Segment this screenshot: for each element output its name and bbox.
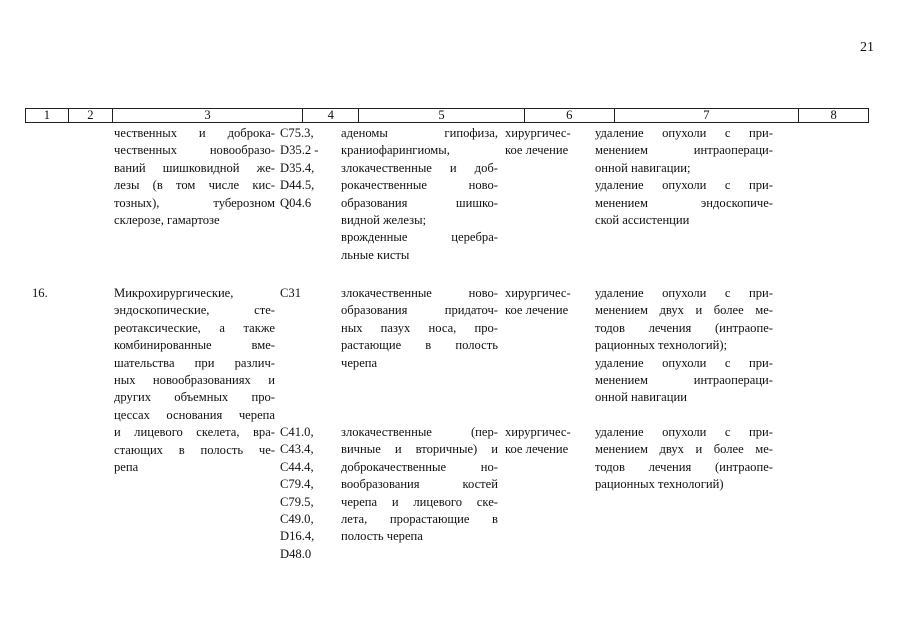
text-line: удаление опухоли с при- bbox=[595, 286, 773, 300]
text-line: растающие в полость bbox=[341, 338, 498, 353]
text-line: врожденные церебра- bbox=[341, 230, 498, 245]
text-line: доброкачественные но- bbox=[341, 459, 498, 474]
row16-col3 bbox=[114, 285, 275, 476]
row16a-col5 bbox=[341, 285, 498, 372]
code-line: C79.4, bbox=[280, 477, 314, 492]
text-line: тодов лечения (интраопе- bbox=[595, 459, 773, 474]
text-line: стающих в полость че- bbox=[114, 442, 275, 457]
text-line: менением интраопераци- bbox=[595, 143, 773, 158]
text-line: рокачественные ново- bbox=[341, 178, 498, 193]
row16a-col4 bbox=[280, 285, 335, 302]
row16b-col5 bbox=[341, 424, 498, 546]
text-line: рационных технологий); bbox=[595, 338, 728, 353]
text-line: кое лечение bbox=[505, 303, 569, 318]
text-line: кое лечение bbox=[505, 143, 569, 158]
text-line: ской ассистенции bbox=[595, 213, 690, 228]
code-line: C43.4, bbox=[280, 442, 314, 457]
text-line: удаление опухоли с при- bbox=[595, 126, 773, 140]
code-line: D48.0 bbox=[280, 546, 312, 561]
text-line: рационных технологий) bbox=[595, 477, 724, 492]
cont-col6 bbox=[505, 125, 593, 160]
code-line: C31 bbox=[280, 286, 301, 300]
text-line: лета, прорастающие в bbox=[341, 512, 498, 527]
text-line: черепа bbox=[341, 355, 378, 370]
text-line: видной железы; bbox=[341, 213, 427, 228]
header-cell: 2 bbox=[69, 109, 113, 122]
text-line: удаление опухоли с при- bbox=[595, 425, 773, 439]
text-line: онной навигации; bbox=[595, 160, 691, 175]
text-line: хирургичес- bbox=[505, 126, 571, 140]
text-line: менением двух и более ме- bbox=[595, 303, 773, 318]
text-line: хирургичес- bbox=[505, 425, 571, 439]
header-cell: 4 bbox=[303, 109, 359, 122]
text-line: образования шишко- bbox=[341, 195, 498, 210]
text-line: комбинированные вме- bbox=[114, 338, 275, 353]
code-line: D16.4, bbox=[280, 529, 315, 544]
text-line: хирургичес- bbox=[505, 286, 571, 300]
text-line: реотаксические, а также bbox=[114, 320, 275, 335]
text-line: злокачественные и доб- bbox=[341, 160, 498, 175]
text-line: полость черепа bbox=[341, 529, 423, 544]
text-line: вообразования костей bbox=[341, 477, 498, 492]
text-line: тозных), туберозном bbox=[114, 195, 275, 210]
header-cell: 6 bbox=[525, 109, 615, 122]
text-line: краниофарингиомы, bbox=[341, 143, 450, 158]
text-line: черепа и лицевого ске- bbox=[341, 494, 498, 509]
text-line: тодов лечения (интраопе- bbox=[595, 320, 773, 335]
text-line: склерозе, гамартозе bbox=[114, 213, 220, 228]
text-line: удаление опухоли с при- bbox=[595, 355, 773, 370]
code-line: Q04.6 bbox=[280, 195, 312, 210]
text-line: образования придаточ- bbox=[341, 303, 498, 318]
row16b-col4 bbox=[280, 424, 335, 563]
row16b-col7 bbox=[595, 424, 773, 494]
text-line: онной навигации bbox=[595, 390, 687, 405]
text-line: других объемных про- bbox=[114, 390, 275, 405]
text-line: шательства при различ- bbox=[114, 355, 275, 370]
code-line: C75.3, bbox=[280, 126, 314, 140]
text-line: лезы (в том числе кис- bbox=[114, 178, 275, 193]
text-line: менением интраопераци- bbox=[595, 373, 773, 388]
text-line: ваний шишковидной же- bbox=[114, 160, 275, 175]
code-line: D35.2 - bbox=[280, 143, 319, 158]
row16a-col6 bbox=[505, 285, 593, 320]
cont-col4 bbox=[280, 125, 335, 212]
text-line: ных пазух носа, про- bbox=[341, 320, 498, 335]
text-line: злокачественные (пер- bbox=[341, 425, 498, 439]
text-line: менением двух и более ме- bbox=[595, 442, 773, 457]
text-line: вичные и вторичные) и bbox=[341, 442, 498, 457]
text-line: злокачественные ново- bbox=[341, 286, 498, 300]
code-line: D44.5, bbox=[280, 178, 315, 193]
row-number: 16. bbox=[32, 286, 48, 300]
row16b-col6 bbox=[505, 424, 593, 459]
code-line: C41.0, bbox=[280, 425, 314, 439]
header-cell: 8 bbox=[830, 108, 837, 122]
code-line: C79.5, bbox=[280, 494, 314, 509]
cont-col5 bbox=[341, 125, 498, 264]
text-line: льные кисты bbox=[341, 247, 410, 262]
header-cell: 7 bbox=[615, 109, 800, 122]
header-cell: 3 bbox=[113, 109, 304, 122]
text-line: кое лечение bbox=[505, 442, 569, 457]
text-line: чественных новообразо- bbox=[114, 143, 275, 158]
text-line: удаление опухоли с при- bbox=[595, 178, 773, 193]
text-line: ных новообразованиях и bbox=[114, 373, 275, 388]
code-line: C44.4, bbox=[280, 459, 314, 474]
code-line: C49.0, bbox=[280, 512, 314, 527]
text-line: Микрохирургические, bbox=[114, 286, 234, 300]
row16a-col7 bbox=[595, 285, 773, 407]
table-header-row bbox=[25, 108, 869, 123]
header-cell: 5 bbox=[359, 109, 525, 122]
code-line: D35.4, bbox=[280, 160, 315, 175]
text-line: репа bbox=[114, 460, 139, 475]
header-cell: 1 bbox=[26, 109, 69, 122]
text-line: аденомы гипофиза, bbox=[341, 126, 498, 140]
cont-col3 bbox=[114, 125, 275, 229]
text-line: чественных и доброка- bbox=[114, 126, 275, 140]
text-line: цессах основания черепа bbox=[114, 407, 275, 422]
cont-col7 bbox=[595, 125, 773, 229]
text-line: и лицевого скелета, вра- bbox=[114, 425, 275, 440]
text-line: эндоскопические, сте- bbox=[114, 303, 275, 318]
text-line: менением эндоскопиче- bbox=[595, 195, 773, 210]
page-number: 21 bbox=[860, 40, 874, 55]
